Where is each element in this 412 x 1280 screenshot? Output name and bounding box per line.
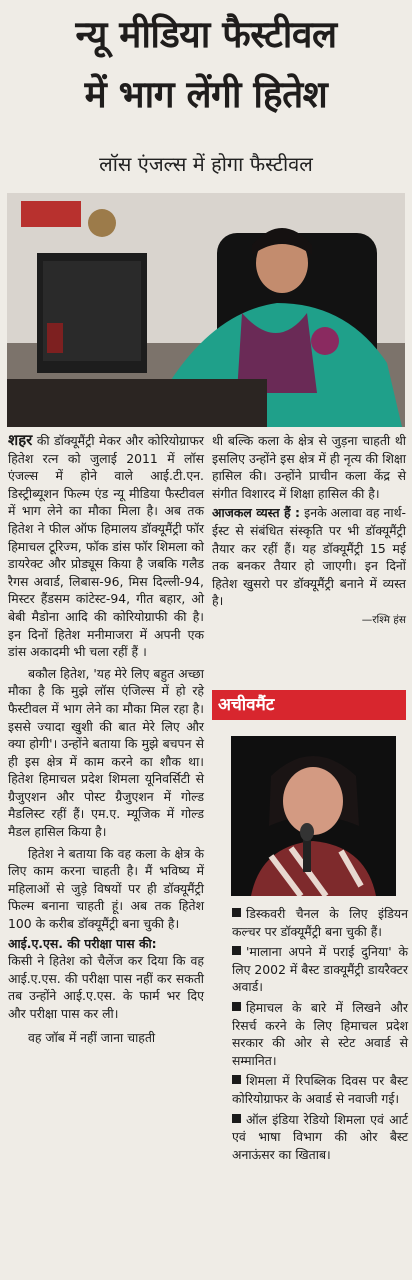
achievement-photo <box>231 736 396 896</box>
headline-line-2: में भाग लेंगी हितेश <box>84 73 328 116</box>
paragraph-6: थी बल्कि कला के क्षेत्र से जुड़ना चाहती थी इसलिए उन्होंने इस क्षेत्र में ही नृत्य की शिक्षा हासिल की। उन्होंने प्राचीन कला केंद्र से संगीत विशारद में शिक्षा हासिल की है। <box>212 433 406 501</box>
paragraph-7 <box>212 504 406 610</box>
paragraph-4: किसी ने हितेश को चैलेंज कर दिया कि वह आई.ए.एस. की परीक्षा पास नहीं कर सकती तब उन्होंने आई.ए.एस. के फार्म भर दिए और परीक्षा पास कर ली। <box>8 953 204 1021</box>
achievement-item: ऑल इंडिया रेडियो शिमला एवं आर्ट एवं भाषा विभाग की ओर बैस्ट अनाऊंसर का खिताब। <box>232 1111 408 1162</box>
bullet-square-icon <box>232 1114 241 1123</box>
achievement-item: डिस्कवरी चैनल के लिए इंडियन कल्चर पर डॉक्यूमैंट्री बना चुकी हैं। <box>232 906 408 939</box>
bullet-square-icon <box>232 946 241 955</box>
bullet-square-icon <box>232 1075 241 1084</box>
paragraph-5: वह जॉब में नहीं जाना चाहती <box>28 1029 156 1045</box>
speaker-photo-illustration <box>231 736 396 896</box>
bullet-square-icon <box>232 1002 241 1011</box>
achievements-list <box>232 905 408 1166</box>
byline: —रश्मि हंस <box>361 613 406 626</box>
paragraph-3: हितेश ने बताया कि वह कला के क्षेत्र के लिए काम करना चाहती है। मैं भविष्य में महिलाओं से जुड़े विषयों पर ही डॉक्यूमैंट्री फिल्म बनाना चाहती हूं। अब तक हितेश 100 के करीब डॉक्यूमैंट्री बना चुकी है। <box>8 845 204 932</box>
subheading-busy: आजकल व्यस्त हैं : <box>212 505 301 521</box>
subheadline: लॉस एंजल्स में होगा फैस्टीवल <box>99 152 313 176</box>
subheading-ias: आई.ए.एस. की परीक्षा पास की: <box>8 935 157 951</box>
headline-line-1: न्यू मीडिया फैस्टीवल <box>75 13 337 56</box>
main-photo <box>7 193 405 427</box>
achievement-item: 'मालाना अपने में पराई दुनिया' के लिए 2002 में बैस्ट डाक्यूमैंट्री डायरैक्टर अवार्ड। <box>232 944 408 995</box>
achievement-item: शिमला में रिपब्लिक दिवस पर बैस्ट कोरियोग्राफर के अवार्ड से नवाजी गई। <box>232 1073 408 1106</box>
achievements-header: अचीवमैंट <box>212 690 406 720</box>
paragraph-7-text: इनके अलावा वह नार्थ-ईस्ट से संबंधित संस्कृति पर भी डॉक्यूमैंट्री तैयार कर रहीं हैं। यह डॉक्यूमैंट्री 15 मई तक बनकर तैयार हो जाएगी। इन दिनों हितेश खुसरो पर डॉक्यूमैंट्री बनाने में व्यस्त है। <box>212 505 406 609</box>
article-column-1 <box>8 432 204 1046</box>
achievement-item: हिमाचल के बारे में लिखने और रिसर्च करने के लिए हिमाचल प्रदेश सरकार की ओर से स्टेट अवार्ड से सम्मानित। <box>232 999 408 1068</box>
paragraph-2: बकौल हितेश, 'यह मेरे लिए बहुत अच्छा मौका है कि मुझे लॉस एंजिल्स में हो रहे फैस्टीवल में भाग लेने का मौका मिल रहा है। इससे ज्यादा खुशी की बात मेरे लिए और क्या होगी'। उन्होंने बताया कि मुझे बचपन से ही इस क्षेत्र में काम करने का शौक था। हितेश हिमाचल प्रदेश शिमला यूनिवर्सिटी से ग्रैजुएशन और पोस्ट ग्रैजुएशन में गोल्ड मैडलिस्ट रहीं हैं। एम.ए. म्यूजिक में गोल्ड मैडल हासिल किया है। <box>8 665 204 840</box>
article-column-2 <box>212 432 406 630</box>
bullet-square-icon <box>232 908 241 917</box>
paragraph-1 <box>8 432 204 661</box>
lead-word: शहर <box>8 431 33 449</box>
portrait-photo-illustration <box>7 193 405 427</box>
paragraph-1-text: की डॉक्यूमैंट्री मेकर और कोरियोग्राफर हितेश रत्न को जुलाई 2011 में लॉस एंजल्स में होने वाले आई.टी.एन. डिस्ट्रीब्यूशन फिल्म एंड न्यू मीडिया फैस्टीवल में भाग लेने का मौका मिला है। अब तक हितेश ने फील ऑफ हिमालय डॉक्यूमैंट्री फॉर हिमाचल टूरिज्म, फॉक डांस फॉर शिमला को डायरेक्ट और प्रोड्यूस किया है जबकि गलैड रैगस अवार्ड, लिबास-96, मिस दिल्ली-94, मिस्टर हैंडसम कांटेस्ट-94, गीत बहार, ओ बेबी मैडोना आदि की कोरियोग्राफी की है। इन दिनों हितेश मनीमाजरा में अपनी एक डांस अकादमी भी चला रहीं हैं । <box>8 433 204 660</box>
